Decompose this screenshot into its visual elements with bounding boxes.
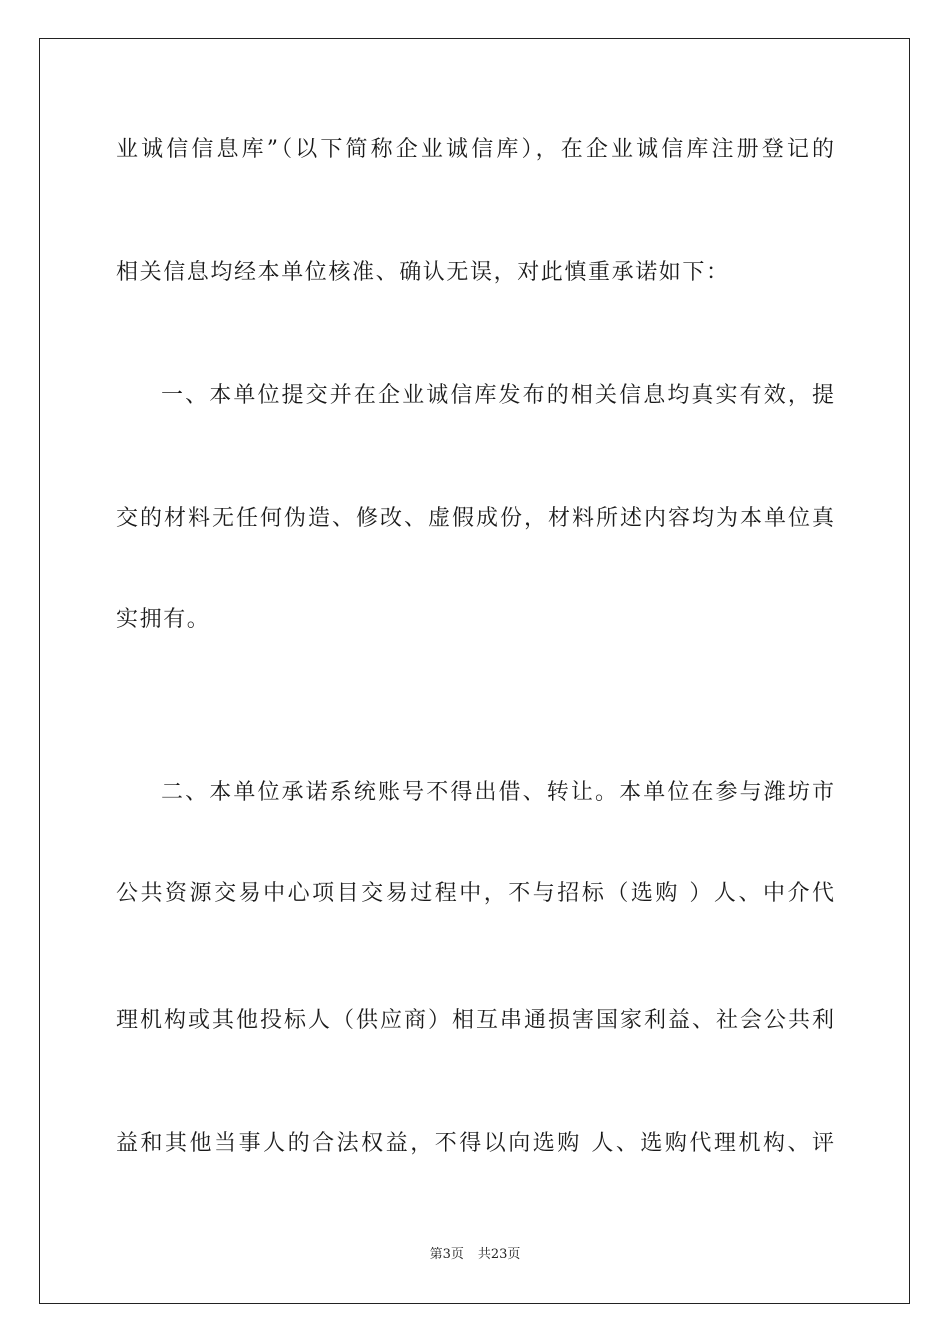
text-line: 公共资源交易中心项目交易过程中，不与招标（选购 ）人、中介代 (116, 881, 834, 906)
text-line: 二、本单位承诺系统账号不得出借、转让。本单位在参与潍坊市 (161, 780, 834, 805)
document-body (116, 0, 834, 1200)
text-line: 一、本单位提交并在企业诚信库发布的相关信息均真实有效，提 (161, 383, 834, 408)
text-line: 相关信息均经本单位核准、确认无误，对此慎重承诺如下： (116, 260, 730, 285)
page-total: 共23页 (477, 1247, 521, 1262)
text-line: 益和其他当事人的合法权益，不得以向选购 人、选购代理机构、评 (116, 1131, 834, 1156)
text-line: 实拥有。 (116, 607, 211, 632)
text-line: 理机构或其他投标人（供应商）相互串通损害国家利益、社会公共利 (116, 1008, 834, 1033)
text-line: 交的材料无任何伪造、修改、虚假成份，材料所述内容均为本单位真 (116, 506, 834, 531)
page-number: 第3页 (429, 1247, 464, 1262)
text-line: 业诚信信息库”（以下简称企业诚信库），在企业诚信库注册登记的 (116, 137, 834, 162)
page-footer (0, 1246, 950, 1264)
